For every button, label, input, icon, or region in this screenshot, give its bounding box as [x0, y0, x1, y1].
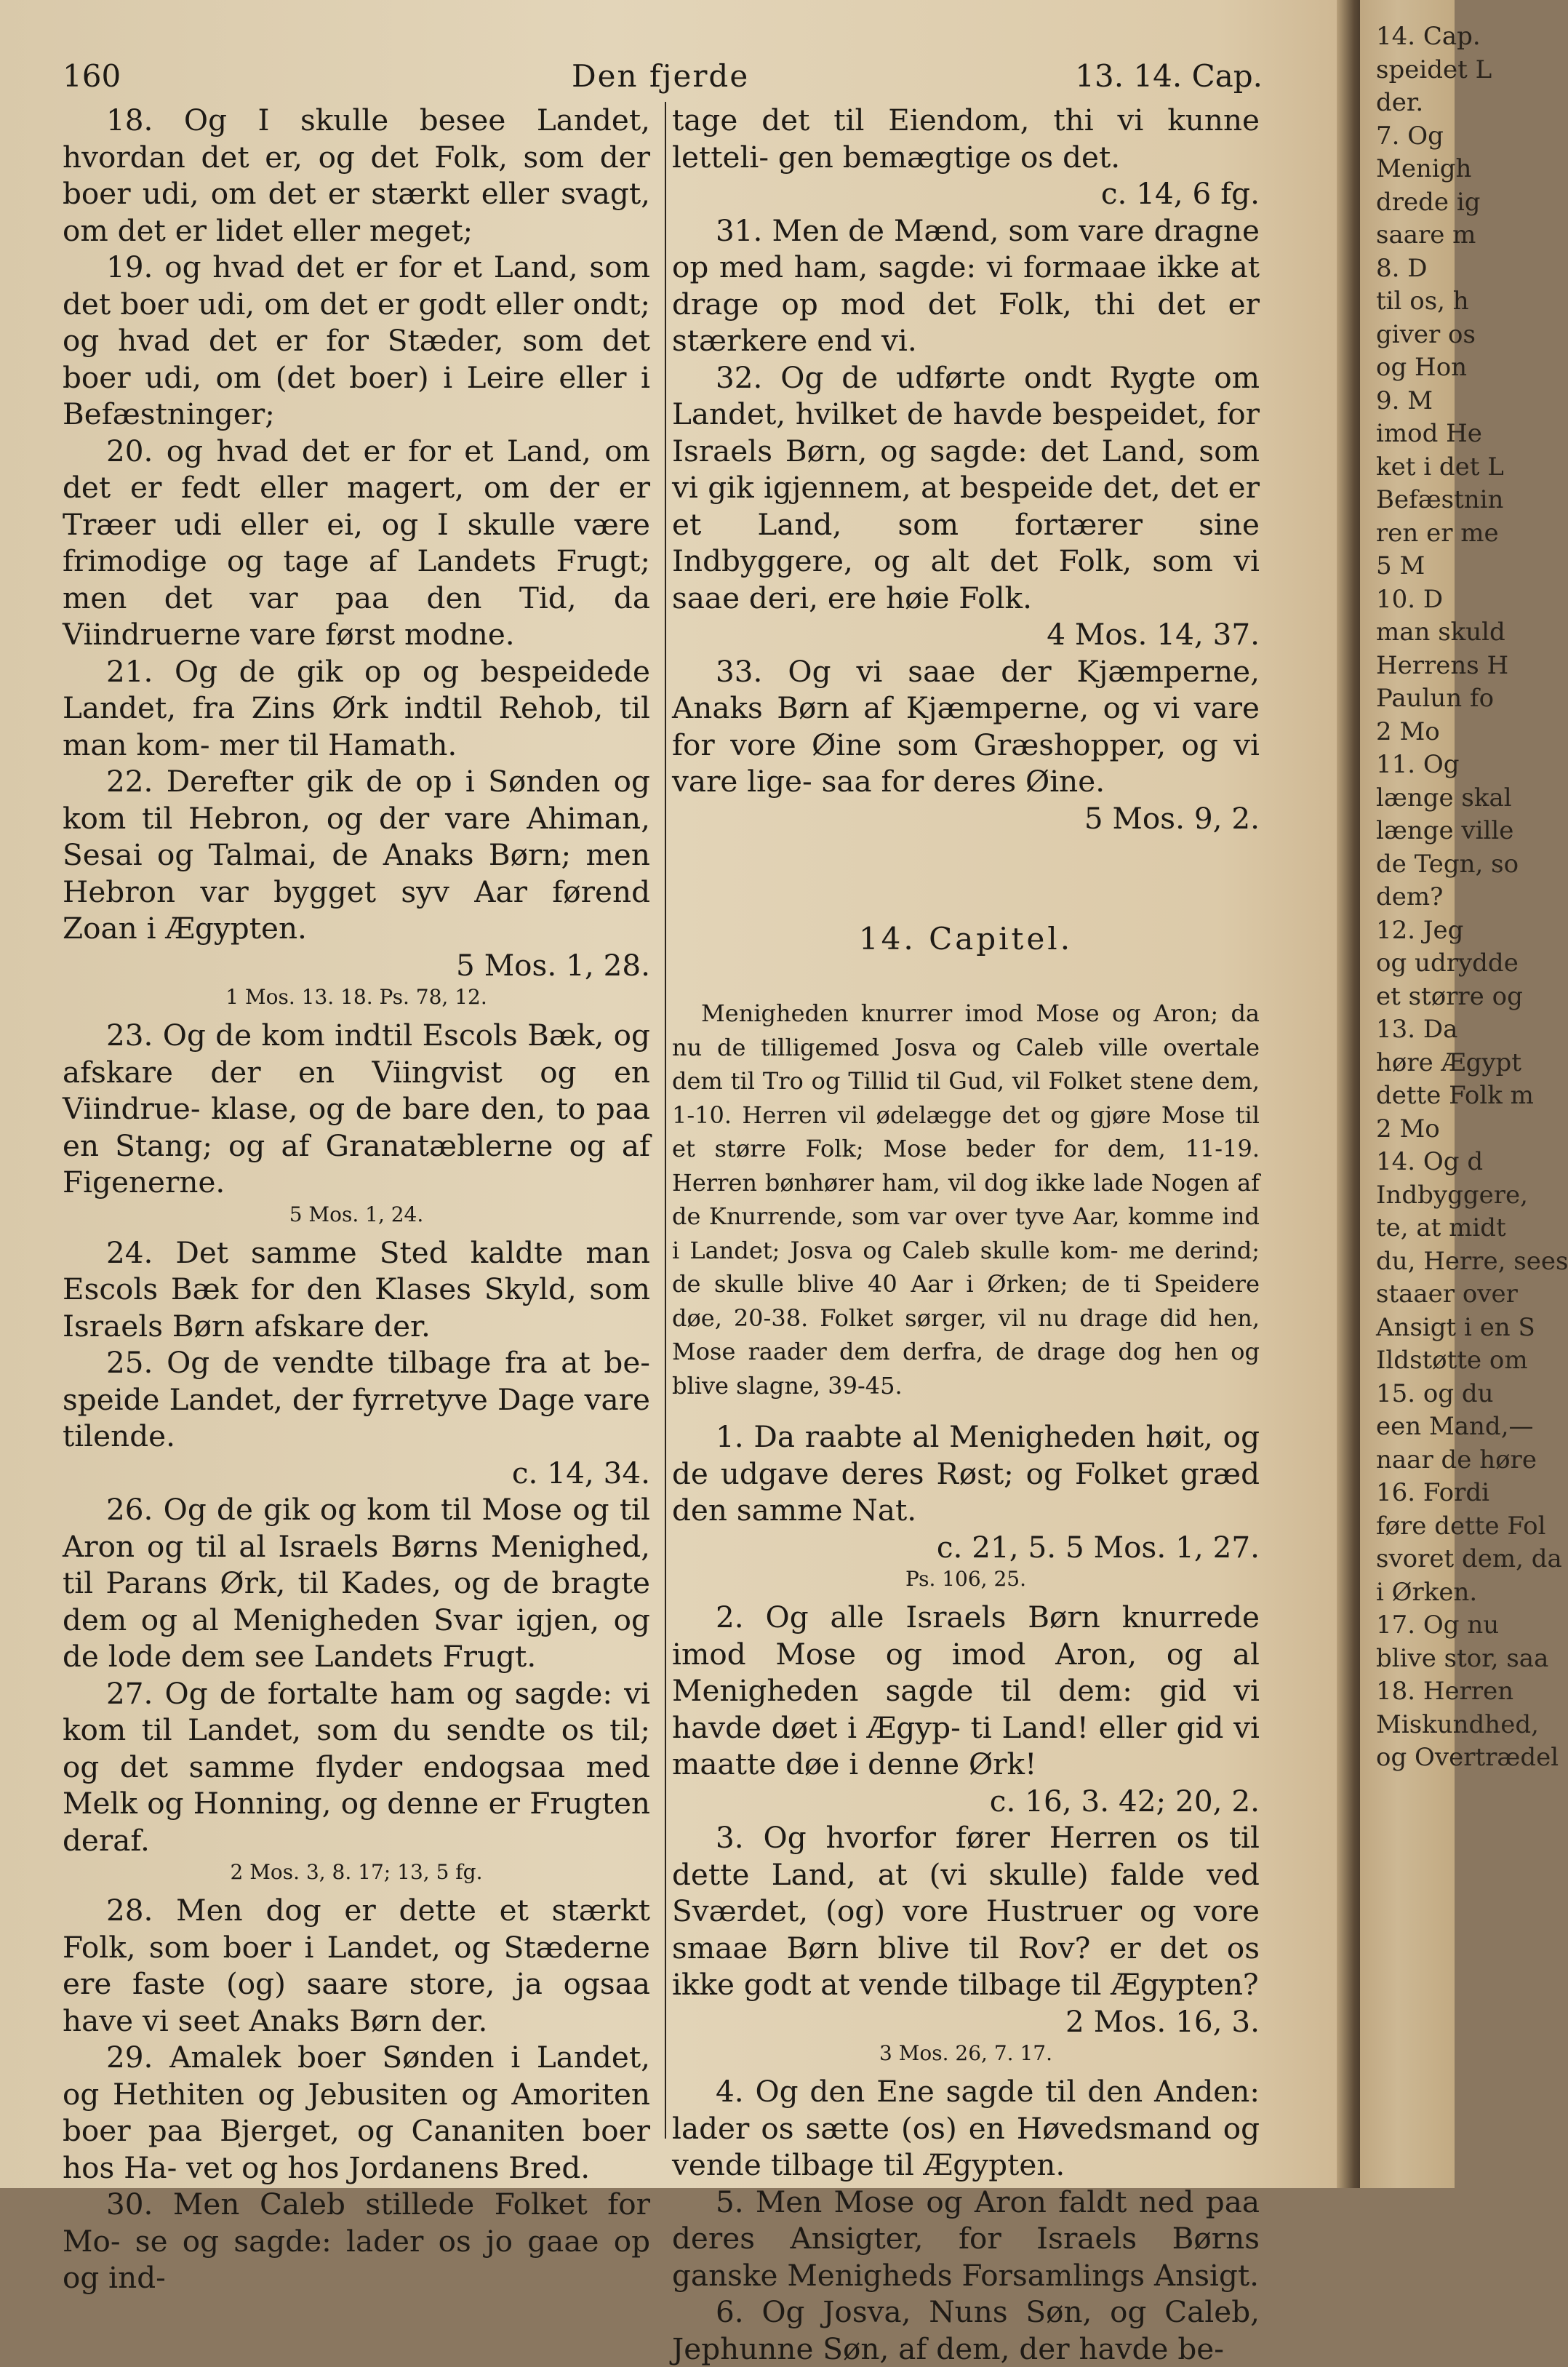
facing-page-line: 12. Jeg	[1376, 915, 1464, 945]
facing-page-line: der.	[1376, 88, 1424, 117]
chapter-summary: Menigheden knurrer imod Mose og Aron; da nu de tilligemed Josva og Caleb ville overtale dem til Tro og Tillid til Gud, vil Folket stene dem, 1-10. Herren vil ødelægge det og gjøre Mose til et større Folk; Mose beder for dem, 11-19. Herren bønhører ham, vil dog ikke lade Nogen af de Knurrende, som var over tyve Aar, komme ind i Landet; Josva og Caleb skulle kom- me derind; de skulle blive 40 Aar i Ørken; de ti Speidere døe, 20-38. Folket sørger, vil nu drage did hen, Mose raader dem derfra, de drage dog hen og blive slagne, 39-45.	[672, 999, 1260, 1400]
facing-page-line: de Tegn, so	[1376, 849, 1519, 879]
facing-page-line: 13. Da	[1376, 1015, 1458, 1044]
facing-page-line: 11. Og	[1376, 750, 1460, 779]
facing-page-line: 9. M	[1376, 386, 1433, 415]
verse-cross-reference: c. 14, 6 fg.	[1100, 176, 1260, 211]
chapter-heading: 14. Capitel.	[858, 921, 1073, 957]
facing-page-line: naar de høre	[1376, 1445, 1537, 1474]
page-number: 160	[63, 58, 121, 94]
facing-page-line: svoret dem, da	[1376, 1544, 1562, 1573]
verse-text: 32. Og de udførte ondt Rygte om Landet, hvilket de havde bespeidet, for Israels Børn, og sagde: det Land, som vi gik igjennem, at bespeide det, det er et Land, som fortærer sine Indbyggere, og alt det Folk, som vi saae deri, ere høie Folk.	[672, 359, 1260, 615]
verse	[63, 1344, 650, 1491]
verse-text: 6. Og Josva, Nuns Søn, og Caleb, Jephunne Søn, af dem, der havde be-	[672, 2294, 1260, 2366]
verse	[63, 1234, 650, 1345]
facing-page-line: dette Folk m	[1376, 1081, 1534, 1110]
verse-text: 2. Og alle Israels Børn knurrede imod Mose og imod Aron, og al Menigheden sagde til dem: gid vi havde døet i Ægyp- ti Land! eller gid vi maatte døe i denne Ørk!	[672, 1600, 1260, 1781]
verse	[672, 1819, 1260, 2040]
facing-page-line: speidet L	[1376, 55, 1492, 84]
verse-text: 4. Og den Ene sagde til den Anden: lader os sætte (os) en Høvedsmand og vende tilbage til Ægypten.	[672, 2074, 1260, 2182]
verse	[63, 1017, 650, 1201]
verse	[63, 2039, 650, 2186]
verse	[63, 433, 650, 653]
facing-page-line: 15. og du	[1376, 1378, 1494, 1408]
verse-cross-reference: 2 Mos. 16, 3.	[1065, 2003, 1260, 2039]
verse-cross-reference: 5 Mos. 9, 2.	[1084, 800, 1260, 836]
left-text-column	[63, 102, 650, 2295]
verse	[672, 2294, 1260, 2367]
verse	[672, 212, 1260, 359]
verse	[672, 1418, 1260, 1565]
chapter-14-verses	[672, 1418, 1260, 2367]
facing-page-line: længe ville	[1376, 816, 1514, 845]
facing-page-line: 18. Herren	[1376, 1677, 1514, 1706]
facing-page-line: dem?	[1376, 882, 1444, 911]
verse-text: 3. Og hvorfor fører Herren os til dette Land, at (vi skulle) falde ved Sværdet, (og) vore Hustruer og vore smaae Børn blive til Rov? er det os ikke godt at vende tilbage til Ægypten?	[672, 1820, 1260, 2002]
marginal-reference: Ps. 106, 25.	[905, 1567, 1027, 1591]
facing-page-line: 14. Og d	[1376, 1147, 1484, 1176]
verse-text: tage det til Eiendom, thi vi kunne letteli- gen bemægtige os det.	[672, 103, 1260, 175]
verse-text: 33. Og vi saae der Kjæmperne, Anaks Børn af Kjæmperne, og vi vare for vore Øine som Græshopper, og vi vare lige- saa for deres Øine.	[672, 653, 1260, 799]
facing-page-line: du, Herre, sees	[1376, 1246, 1568, 1276]
verse-text: 26. Og de gik og kom til Mose og til Aron og til al Israels Børns Menighed, til Parans Ørk, til Kades, og de bragte dem og al Menigheden Svar igjen, og de lode dem see Landets Frugt.	[63, 1492, 650, 1674]
verse	[63, 1491, 650, 1675]
facing-page-line: høre Ægypt	[1376, 1047, 1521, 1077]
verse	[672, 102, 1260, 212]
facing-page-line: 14. Cap.	[1376, 22, 1481, 51]
facing-page-line: ket i det L	[1376, 452, 1504, 482]
verse-text: 29. Amalek boer Sønden i Landet, og Hethiten og Jebusiten og Amoriten boer paa Bjerget, og Cananiten boer hos Ha- vet og hos Jordanens Bred.	[63, 2040, 650, 2185]
marginal-reference: 1 Mos. 13. 18. Ps. 78, 12.	[225, 985, 487, 1009]
facing-page-line: giver os	[1376, 319, 1476, 349]
facing-page-fragment	[1360, 0, 1568, 2188]
facing-page-line: Paulun fo	[1376, 684, 1495, 713]
facing-page-line: 2 Mo	[1376, 1114, 1440, 1143]
chapter-13-continuation	[672, 102, 1260, 837]
verse	[63, 653, 650, 764]
verse-text: 5. Men Mose og Aron faldt ned paa deres Ansigter, for Israels Børns ganske Menigheds Forsamlings Ansigt.	[672, 2184, 1260, 2293]
facing-page-line: Indbyggere,	[1376, 1180, 1528, 1210]
facing-page-line: Menigh	[1376, 154, 1472, 183]
facing-page-line: te, at midt	[1376, 1213, 1506, 1242]
facing-page-line: Befæstnin	[1376, 485, 1504, 514]
facing-page-line: føre dette Fol	[1376, 1511, 1546, 1541]
verse-cross-reference: 5 Mos. 1, 28.	[456, 947, 650, 983]
facing-page-line: 2 Mo	[1376, 717, 1440, 746]
verse	[672, 1599, 1260, 1819]
verse-cross-reference: c. 16, 3. 42; 20, 2.	[989, 1783, 1260, 1819]
verse-text: 27. Og de fortalte ham og sagde: vi kom til Landet, som du sendte os til; og det samme flyder endogsaa med Melk og Honning, og denne er Frugten deraf.	[63, 1675, 650, 1858]
verse	[63, 249, 650, 433]
verse	[63, 2186, 650, 2296]
facing-page-line: og Hon	[1376, 353, 1468, 382]
verse	[63, 1892, 650, 2039]
facing-page-line: 7. Og	[1376, 121, 1444, 151]
running-header	[63, 58, 1263, 102]
facing-page-line: 5 M	[1376, 551, 1425, 580]
verse-text: 1. Da raabte al Menigheden høit, og de udgave deres Røst; og Folket græd den samme Nat.	[672, 1419, 1260, 1528]
verse-text: 30. Men Caleb stillede Folket for Mo- se og sagde: lader os jo gaae op og ind-	[63, 2187, 650, 2295]
verse-cross-reference: c. 14, 34.	[511, 1455, 650, 1490]
facing-page-line: imod He	[1376, 419, 1482, 448]
book-title: Den fjerde	[572, 58, 750, 94]
chapter-reference: 13. 14. Cap.	[1075, 58, 1263, 94]
verse	[63, 102, 650, 249]
facing-page-line: Ildstøtte om	[1376, 1346, 1528, 1375]
facing-page-line: 8. D	[1376, 253, 1428, 283]
facing-page-line: saare m	[1376, 220, 1476, 250]
facing-page-line: et større og	[1376, 981, 1523, 1011]
verse-text: 31. Men de Mænd, som vare dragne op med ham, sagde: vi formaae ikke at drage op mod det Folk, thi det er stærkere end vi.	[672, 212, 1260, 358]
verse-text: 28. Men dog er dette et stærkt Folk, som boer i Landet, og Stæderne ere faste (og) saare store, ja ogsaa have vi seet Anaks Børn der.	[63, 1893, 650, 2038]
right-text-column	[672, 102, 1260, 2366]
verse	[63, 1675, 650, 1859]
verse	[672, 2184, 1260, 2294]
verse	[672, 653, 1260, 837]
facing-page-line: og udrydde	[1376, 949, 1519, 978]
facing-page-line: 16. Fordi	[1376, 1478, 1489, 1507]
facing-page-line: blive stor, saa	[1376, 1643, 1549, 1673]
facing-page-line: længe skal	[1376, 783, 1512, 813]
marginal-reference: 3 Mos. 26, 7. 17.	[879, 2041, 1052, 2065]
verse-cross-reference: c. 21, 5. 5 Mos. 1, 27.	[936, 1529, 1260, 1565]
verse	[672, 359, 1260, 653]
facing-page-line: 10. D	[1376, 584, 1444, 614]
facing-page-line: drede ig	[1376, 187, 1481, 217]
marginal-reference: 2 Mos. 3, 8. 17; 13, 5 fg.	[230, 1860, 483, 1884]
verse-text: 24. Det samme Sted kaldte man Escols Bæk for den Klases Skyld, som Israels Børn afskare der.	[63, 1234, 650, 1344]
verse-text: 22. Derefter gik de op i Sønden og kom til Hebron, og der vare Ahiman, Sesai og Talmai, de Anaks Børn; men Hebron var bygget syv Aar førend Zoan i Ægypten.	[63, 764, 650, 946]
facing-page-line: i Ørken.	[1376, 1577, 1478, 1607]
verse-text: 21. Og de gik op og bespeidede Landet, fra Zins Ørk indtil Rehob, til man kom- mer til Hamath.	[63, 653, 650, 762]
verse-text: 25. Og de vendte tilbage fra at be- speide Landet, der fyrretyve Dage vare tilende.	[63, 1345, 650, 1453]
marginal-reference: 5 Mos. 1, 24.	[289, 1202, 424, 1226]
facing-page-line: staaer over	[1376, 1280, 1518, 1309]
verse	[672, 2073, 1260, 2184]
verse-text: 23. Og de kom indtil Escols Bæk, og afskare der en Viingvist og en Viindrue- klase, og de bare den, to paa en Stang; og af Granatæblerne og af Figenerne.	[63, 1018, 650, 1200]
verse-text: 19. og hvad det er for et Land, som det boer udi, om det er godt eller ondt; og hvad det er for Stæder, som det boer udi, om (det boer) i Leire eller i Befæstninger;	[63, 250, 650, 431]
facing-page-line: til os, h	[1376, 287, 1469, 316]
verse	[63, 763, 650, 983]
facing-page-line: man skuld	[1376, 618, 1505, 647]
facing-page-line: Herrens H	[1376, 650, 1509, 680]
facing-page-line: og Overtrædel	[1376, 1743, 1559, 1772]
facing-page-line: een Mand,—	[1376, 1412, 1534, 1441]
facing-page-line: Ansigt i en S	[1376, 1312, 1535, 1342]
verse-cross-reference: 4 Mos. 14, 37.	[1047, 617, 1260, 652]
facing-page-line: Miskundhed,	[1376, 1709, 1539, 1739]
facing-page-line: ren er me	[1376, 518, 1499, 548]
verse-text: 18. Og I skulle besee Landet, hvordan det er, og det Folk, som der boer udi, om det er stærkt eller svagt, om det er lidet eller meget;	[63, 103, 650, 248]
column-divider	[665, 102, 666, 2139]
facing-page-line: 17. Og nu	[1376, 1610, 1500, 1640]
verse-text: 20. og hvad det er for et Land, om det er fedt eller magert, om der er Træer udi eller ei, og I skulle være frimodige og tage af Landets Frugt; men det var paa den Tid, da Viindruerne vare først modne.	[63, 433, 650, 652]
